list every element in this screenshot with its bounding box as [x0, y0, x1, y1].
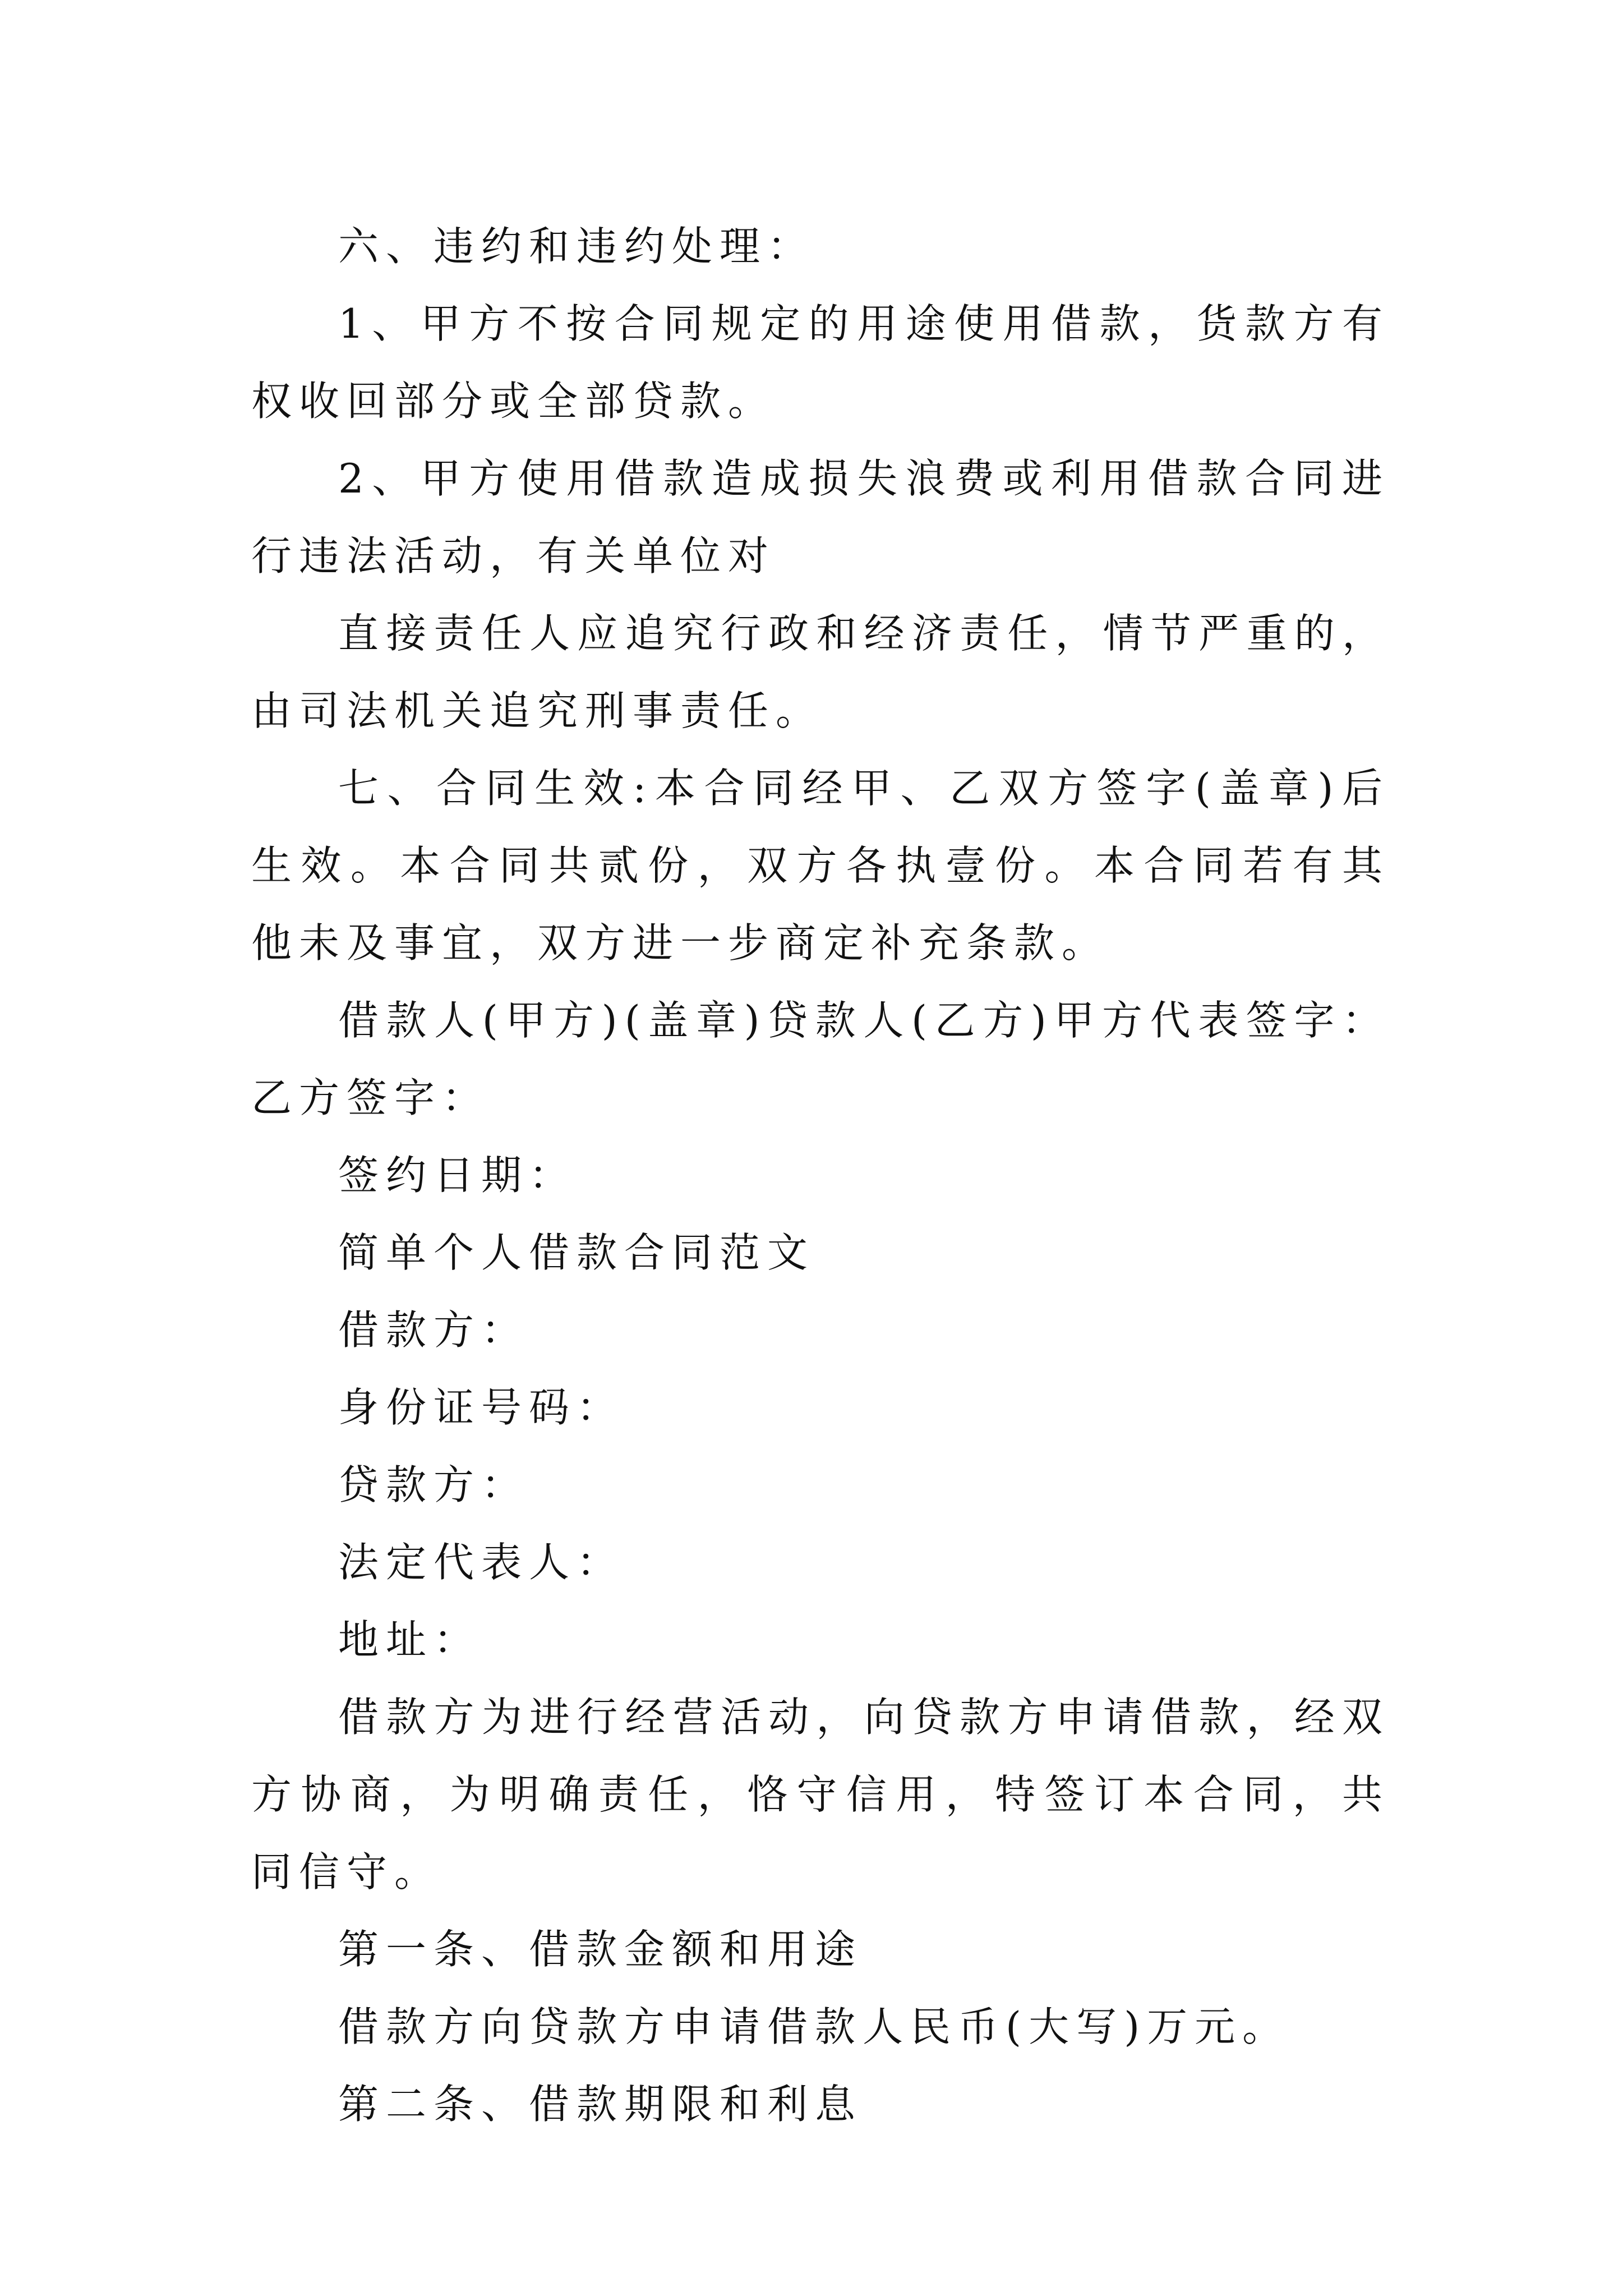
paragraph-breach-item-2-continued: 直接责任人应追究行政和经济责任，情节严重的，由司法机关追究刑事责任。	[251, 610, 1390, 734]
paragraph-contract-effect: 七、合同生效:本合同经甲、乙双方签字(盖章)后生效。本合同共贰份，双方各执壹份。本合同若有其他未及事宜，双方进一步商定补充条款。	[251, 765, 1390, 967]
paragraph-signatures: 借款人(甲方)(盖章)贷款人(乙方)甲方代表签字：乙方签字：	[251, 997, 1390, 1121]
article-1-heading: 第一条、借款金额和用途	[338, 1926, 863, 1973]
article-2-heading: 第二条、借款期限和利息	[338, 2081, 863, 2128]
field-address: 地址：	[338, 1616, 482, 1663]
paragraph-preamble: 借款方为进行经营活动，向贷款方申请借款，经双方协商，为明确责任，恪守信用，特签订本合同，共同信守。	[251, 1694, 1390, 1895]
document-body	[251, 208, 1390, 2143]
document-title: 简单个人借款合同范文	[338, 1229, 815, 1276]
field-borrower: 借款方：	[338, 1306, 529, 1354]
field-lender: 贷款方：	[338, 1461, 529, 1508]
section-heading-breach: 六、违约和违约处理：	[338, 223, 815, 270]
field-signing-date: 签约日期：	[338, 1152, 577, 1199]
paragraph-breach-item-2: 2、甲方使用借款造成损失浪费或利用借款合同进行违法活动，有关单位对	[251, 455, 1390, 579]
field-legal-representative: 法定代表人：	[338, 1539, 625, 1586]
field-id-number: 身份证号码：	[338, 1384, 625, 1431]
paragraph-breach-item-1: 1、甲方不按合同规定的用途使用借款，货款方有权收回部分或全部贷款。	[251, 300, 1390, 425]
article-1-body: 借款方向贷款方申请借款人民币(大写)万元。	[338, 2003, 1290, 2050]
